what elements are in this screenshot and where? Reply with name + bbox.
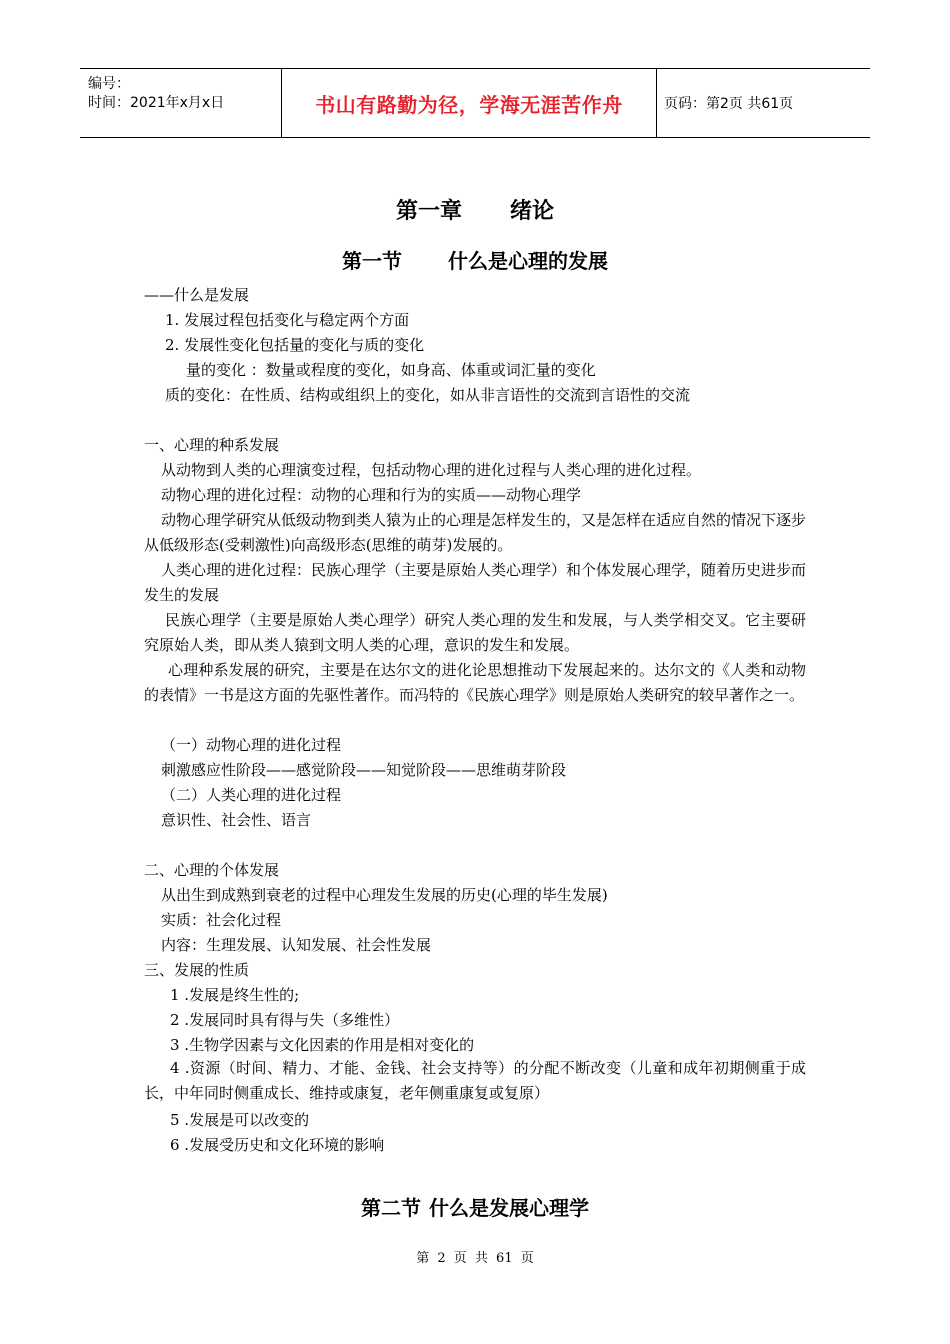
list-item: 1 .发展是终生性的; [170, 986, 300, 1004]
page-footer: 第 2 页 共 61 页 [416, 1251, 534, 1266]
section-number: 第一节 [342, 249, 402, 273]
list-item: 5 .发展是可以改变的 [170, 1111, 310, 1129]
page-info: 页码：第2页 共61页 [664, 96, 794, 112]
paragraph: 心理种系发展的研究，主要是在达尔文的进化论思想推动下发展起来的。达尔文的《人类和动物的表情》一书是这方面的先驱性著作。而冯特的《民族心理学》则是原始人类研究的较早著作之一。 [144, 661, 806, 704]
list-item: 4 .资源（时间、精力、才能、金钱、社会支持等）的分配不断改变（儿童和成年初期侧重于成长，中年同时侧重成长、维持或康复，老年侧重康复或复原） [144, 1059, 806, 1102]
paragraph: 人类心理的进化过程：民族心理学（主要是原始人类心理学）和个体发展心理学，随着历史进步而发生的发展 [144, 561, 807, 604]
section-number: 第二节 [361, 1196, 421, 1220]
heading-nature-of-development: 三、发展的性质 [144, 961, 250, 979]
motto: 书山有路勤为径，学海无涯苦作舟 [281, 69, 657, 137]
list-item: 3 .生物学因素与文化因素的作用是相对变化的 [170, 1036, 475, 1054]
list-item: 6 .发展受历史和文化环境的影响 [170, 1136, 385, 1154]
text-line: 意识性、社会性、语言 [161, 811, 312, 829]
text-line: 质的变化：在性质、结构或组织上的变化，如从非言语性的交流到言语性的交流 [165, 386, 691, 404]
subheading-what-is-development: ——什么是发展 [144, 286, 250, 304]
heading-individual-development: 二、心理的个体发展 [144, 861, 280, 879]
page-header [80, 68, 870, 138]
header-meta-cell [80, 69, 281, 137]
list-item: 1. 发展过程包括变化与稳定两个方面 [165, 311, 410, 329]
section-name: 什么是心理的发展 [448, 249, 608, 273]
text-line: 量的变化 ：数量或程度的变化，如身高、体重或词汇量的变化 [186, 361, 596, 379]
paragraph: 动物心理学研究从低级动物到类人猿为止的心理是怎样发生的，又是怎样在适应自然的情况下逐步从低级形态(受刺激性)向高级形态(思维的萌芽)发展的。 [144, 511, 807, 554]
paragraph: 民族心理学（主要是原始人类心理学）研究人类心理的发生和发展，与人类学相交叉。它主要研究原始人类，即从类人猿到文明人类的心理，意识的发生和发展。 [144, 611, 806, 654]
text-line: 从出生到成熟到衰老的过程中心理发生发展的历史(心理的毕生发展) [161, 886, 608, 904]
text-line: 动物心理的进化过程：动物的心理和行为的实质——动物心理学 [161, 486, 582, 504]
section-name: 什么是发展心理学 [429, 1196, 589, 1220]
list-item: 2 .发展同时具有得与失（多维性） [170, 1011, 400, 1029]
chapter-name: 绪论 [510, 199, 555, 224]
list-item: 2. 发展性变化包括量的变化与质的变化 [165, 336, 425, 354]
chapter-number: 第一章 [395, 199, 462, 224]
text-line: 从动物到人类的心理演变过程，包括动物心理的进化过程与人类心理的进化过程。 [161, 461, 702, 479]
section-title [0, 1192, 950, 1221]
section-title [0, 245, 950, 274]
text-line: 刺激感应性阶段——感觉阶段——知觉阶段——思维萌芽阶段 [161, 761, 567, 779]
chapter-title [0, 194, 950, 225]
serial-label: 编号： [88, 76, 130, 92]
text-line: 实质：社会化过程 [161, 911, 282, 929]
text-line: 内容：生理发展、认知发展、社会性发展 [161, 936, 432, 954]
date-line: 时间：2021年x月x日 [88, 95, 225, 111]
subheading: （一）动物心理的进化过程 [161, 736, 342, 754]
subheading: （二）人类心理的进化过程 [161, 786, 342, 804]
heading-phylogenetic-development: 一、心理的种系发展 [144, 436, 280, 454]
